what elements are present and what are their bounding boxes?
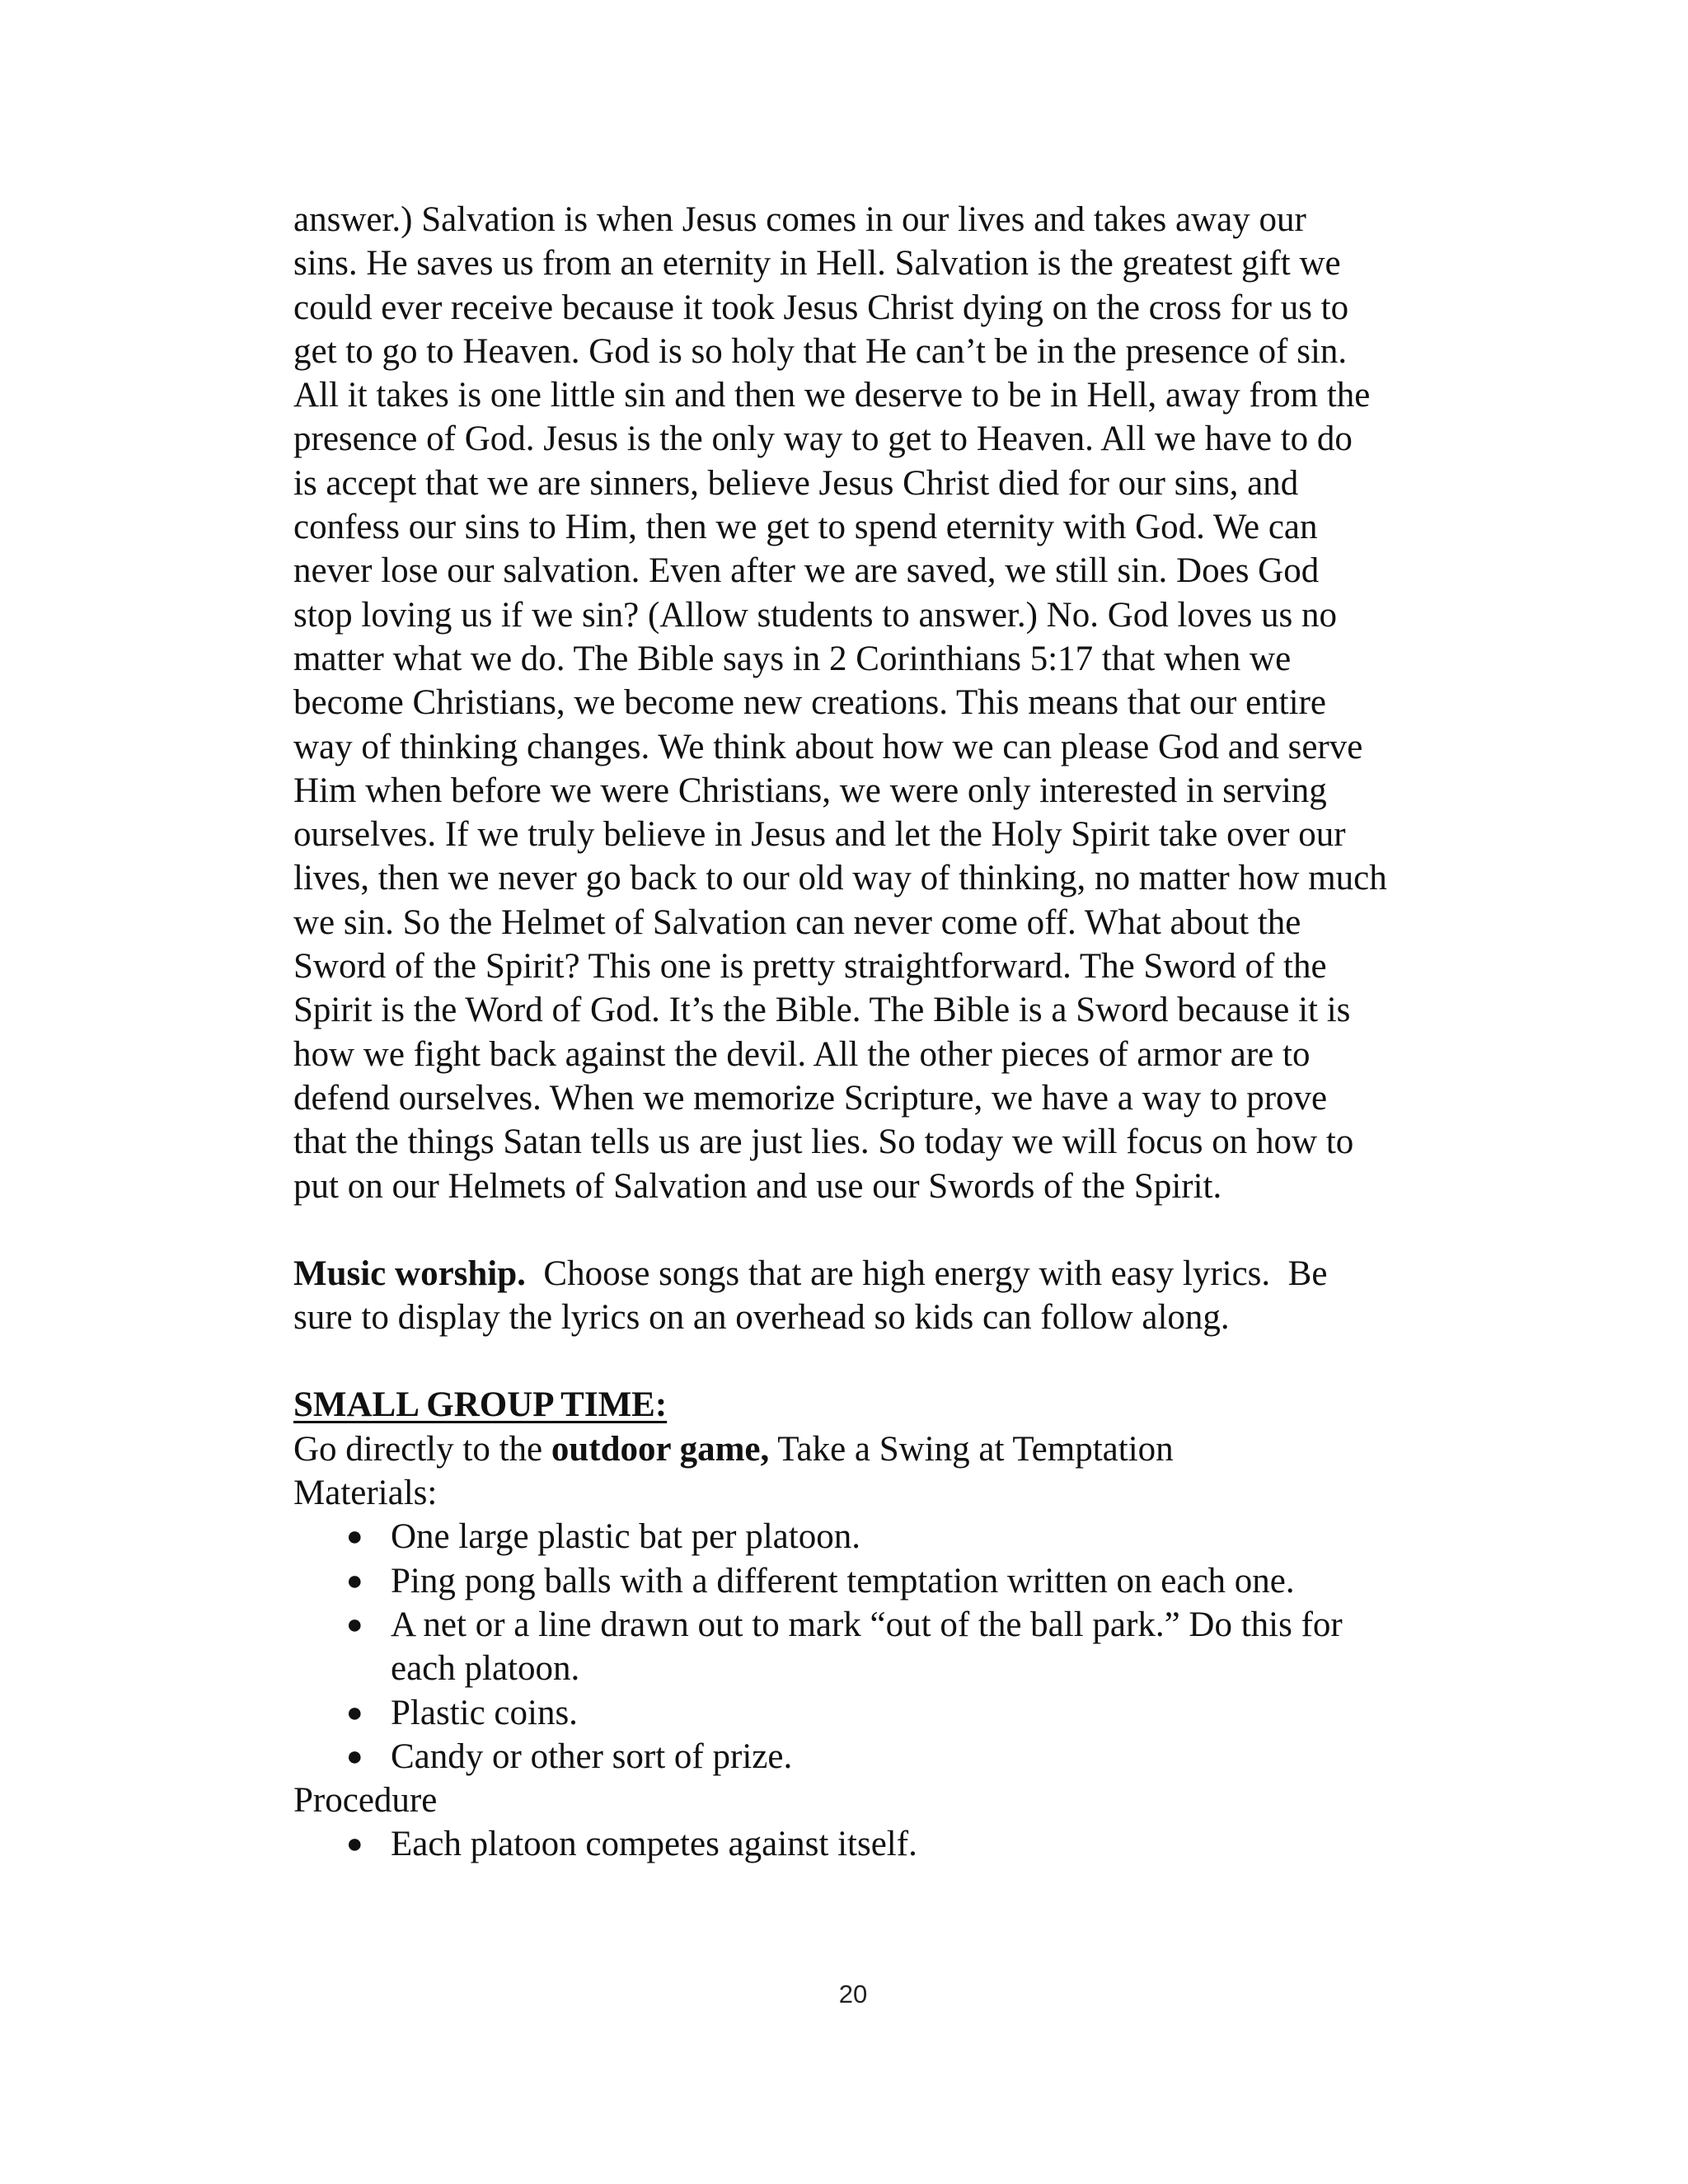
list-item-text: Ping pong balls with a different temptation written on each one. [391, 1561, 1295, 1601]
paragraph-line: presence of God. Jesus is the only way to get to Heaven. All we have to do [293, 419, 1353, 459]
list-item-text: Candy or other sort of prize. [391, 1736, 793, 1776]
game-title: Take a Swing at Temptation [769, 1429, 1174, 1469]
paragraph-line: answer.) Salvation is when Jesus comes in our lives and takes away our [293, 200, 1306, 239]
list-item [293, 1691, 1489, 1735]
paragraph-line: put on our Helmets of Salvation and use our Swords of the Spirit. [293, 1166, 1222, 1206]
list-item-text: One large plastic bat per platoon. [391, 1517, 860, 1557]
intro-text: Go directly to the [293, 1429, 551, 1469]
paragraph-line: could ever receive because it took Jesus Christ dying on the cross for us to [293, 288, 1349, 327]
list-item-text: Each platoon competes against itself. [391, 1825, 917, 1864]
paragraph-line: All it takes is one little sin and then we deserve to be in Hell, away from the [293, 376, 1371, 415]
bullet-icon: ● [346, 1829, 363, 1860]
small-group-heading: SMALL GROUP TIME: [293, 1385, 668, 1425]
paragraph-line: matter what we do. The Bible says in 2 Corinthians 5:17 that when we [293, 639, 1292, 678]
paragraph-line: ourselves. If we truly believe in Jesus and let the Holy Spirit take over our [293, 815, 1346, 855]
paragraph-line: we sin. So the Helmet of Salvation can never come off. What about the [293, 902, 1301, 942]
small-group-section [293, 1383, 1489, 1866]
paragraph-line: get to go to Heaven. God is so holy that He can’t be in the presence of sin. [293, 331, 1348, 371]
paragraph-line: is accept that we are sinners, believe Jesus Christ died for our sins, and [293, 463, 1299, 503]
paragraph-line: stop loving us if we sin? (Allow students to answer.) No. God loves us no [293, 595, 1338, 635]
music-line-1 [293, 1252, 1489, 1296]
bullet-icon: ● [346, 1609, 363, 1640]
paragraph-line: become Christians, we become new creations. This means that our entire [293, 683, 1326, 723]
materials-list [293, 1515, 1489, 1779]
document-page [293, 198, 1489, 1867]
paragraph-spacer [293, 1339, 1489, 1383]
music-worship-section [293, 1252, 1489, 1340]
paragraph-line: way of thinking changes. We think about how we can please God and serve [293, 727, 1363, 766]
list-item [293, 1515, 1489, 1558]
list-item-text: A net or a line drawn out to mark “out of the ball park.” Do this for [391, 1605, 1343, 1644]
paragraph-line: sins. He saves us from an eternity in Hell. Salvation is the greatest gift we [293, 244, 1341, 284]
paragraph-line: never lose our salvation. Even after we are saved, we still sin. Does God [293, 551, 1320, 591]
paragraph-line: how we fight back against the devil. All the other pieces of armor are to [293, 1034, 1311, 1074]
list-item [293, 1822, 1489, 1866]
list-item [293, 1735, 1489, 1779]
paragraph-line: lives, then we never go back to our old way of thinking, no matter how much [293, 859, 1387, 898]
music-line-2: sure to display the lyrics on an overhead so kids can follow along. [293, 1298, 1230, 1338]
list-item-text: Plastic coins. [391, 1693, 578, 1732]
list-item [293, 1603, 1489, 1647]
procedure-label: Procedure [293, 1781, 438, 1821]
paragraph-line: Him when before we were Christians, we were only interested in serving [293, 771, 1327, 810]
paragraph-line: defend ourselves. When we memorize Scripture, we have a way to prove [293, 1078, 1328, 1118]
paragraph-line: confess our sins to Him, then we get to spend eternity with God. We can [293, 508, 1318, 547]
music-text: Choose songs that are high energy with easy lyrics. Be [525, 1254, 1328, 1293]
music-worship-label: Music worship. [293, 1254, 526, 1293]
outdoor-game-label: outdoor game, [551, 1429, 770, 1469]
paragraph-line: that the things Satan tells us are just lies. So today we will focus on how to [293, 1122, 1354, 1162]
procedure-list [293, 1822, 1489, 1866]
paragraph-line: Spirit is the Word of God. It’s the Bible. The Bible is a Sword because it is [293, 991, 1351, 1030]
list-item [293, 1559, 1489, 1603]
materials-label: Materials: [293, 1474, 438, 1513]
page-number: 20 [838, 1980, 868, 2008]
bullet-icon: ● [346, 1697, 363, 1728]
paragraph-spacer [293, 1208, 1489, 1252]
list-item-continuation [293, 1647, 1489, 1690]
bullet-icon: ● [346, 1565, 363, 1596]
bullet-icon: ● [346, 1521, 363, 1553]
salvation-paragraph [293, 198, 1489, 1208]
small-group-intro [293, 1427, 1489, 1471]
bullet-icon: ● [346, 1741, 363, 1772]
paragraph-line: Sword of the Spirit? This one is pretty straightforward. The Sword of the [293, 947, 1327, 987]
list-item-text: each platoon. [391, 1649, 580, 1689]
